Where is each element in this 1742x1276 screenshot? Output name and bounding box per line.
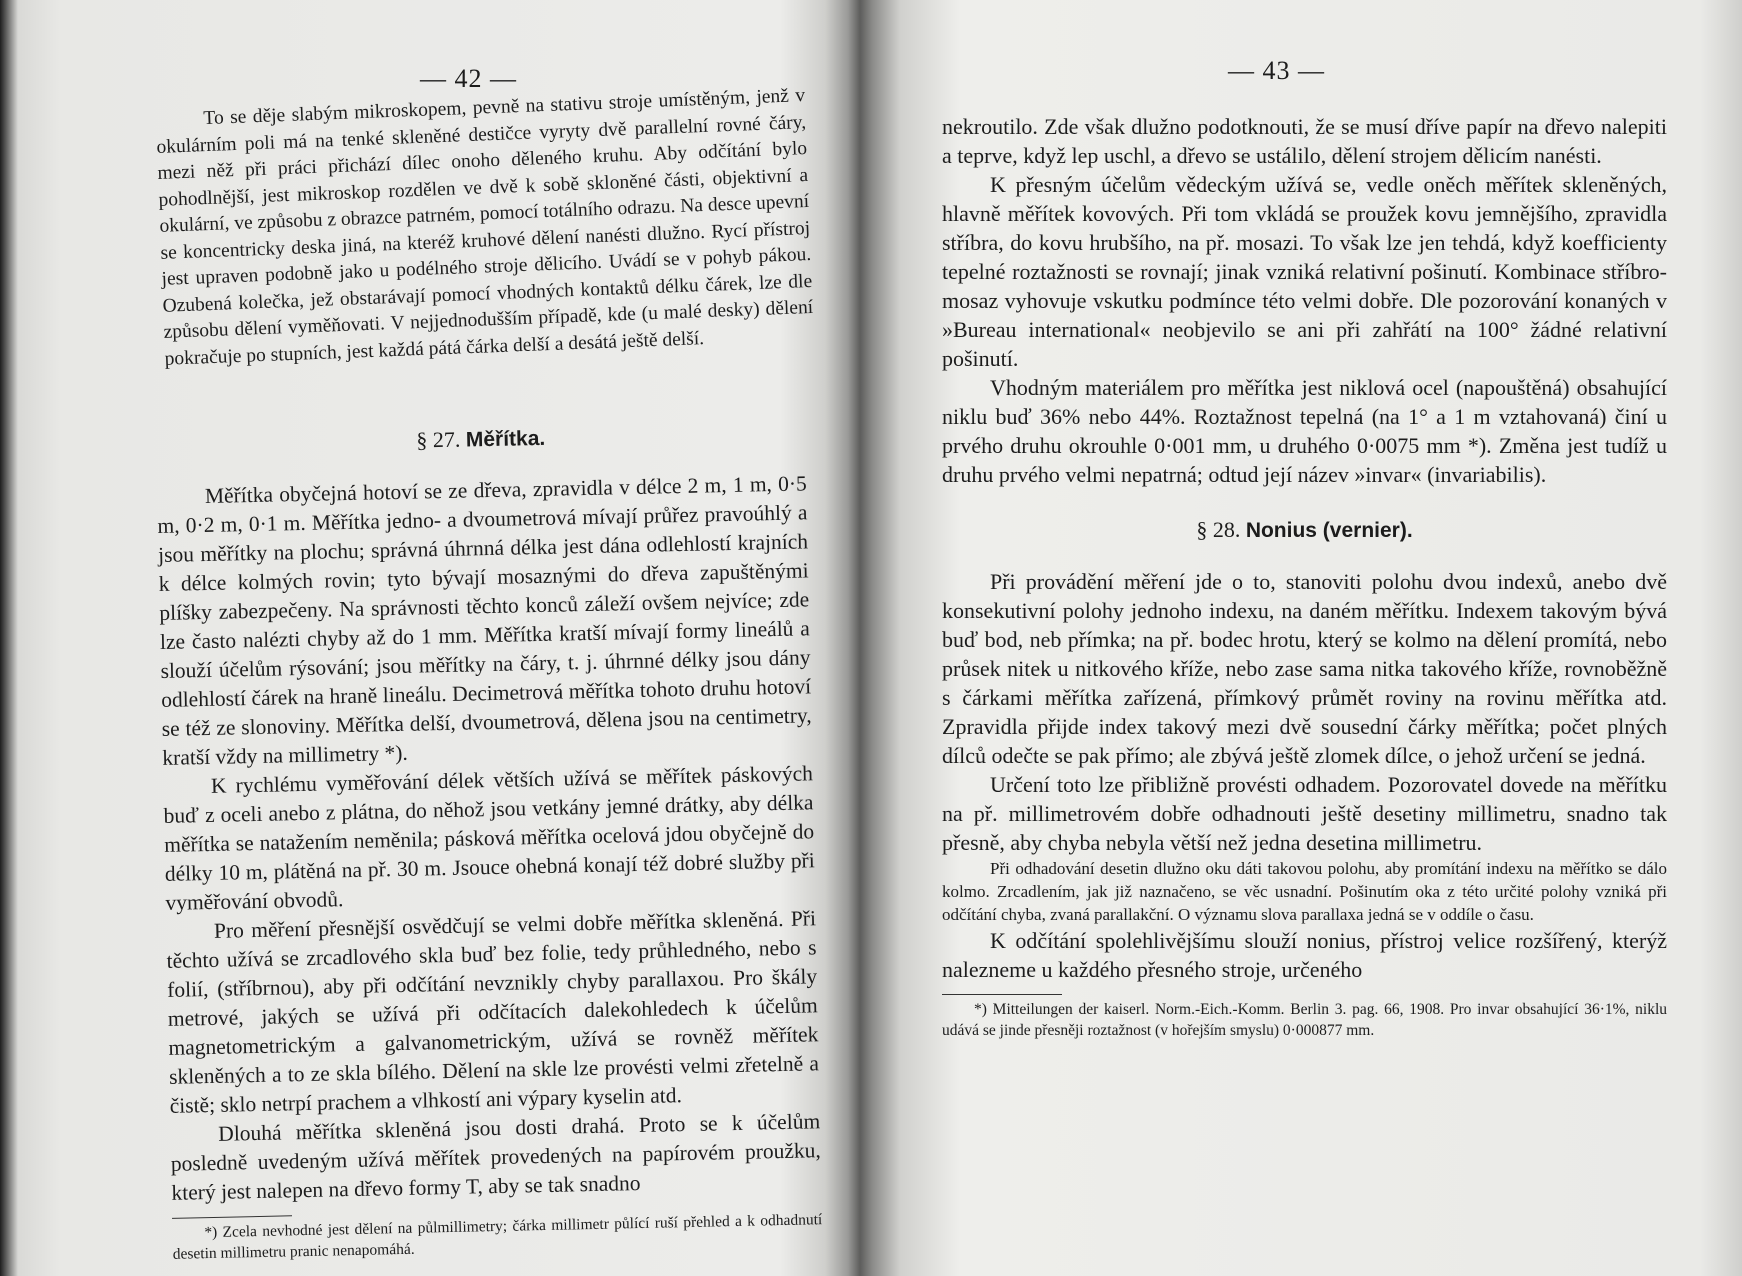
paragraph: Vhodným materiálem pro měřítka jest niklová ocel (napouštěná) obsahující niklu buď 36% nebo 44%. Roztažnost tepelná (na 1° a 1 m vztahovaná) činí u prvého druhu okrouhle 0·001 mm, u druhého 0·0075 mm *). Změna jest tudíž u druhu prvého velmi nepatrná; odtud její název »invar« (invariabilis).	[942, 375, 1667, 487]
paragraph: Při provádění měření jde o to, stanoviti polohu dvou indexů, anebo dvě konsekutivní polohy jednoho indexu, na daném měřítku. Indexem takovým bývá buď bod, neb přímka; na př. bodec hrotu, který se kolmo na dělení promítá, nebo průsek nitek u nitkového kříže, nebo zase sama nitka takového kříže, rovnoběžně s čárkami měřítka zařízená, přímkový průmět roviny na rovinu měřítka atd. Zpravidla přijde index takový mezi dvě sousední čárky měřítka; počet plných dílců odečte se pak přímo; ale zbývá ještě zlomek dílce, o jehož určení se jedná.	[942, 569, 1667, 768]
left-page	[0, 0, 850, 1276]
paragraph: K odčítání spolehlivějšímu slouží nonius, přístroj velice rozšířený, kterýž nalezneme u každého přesného stroje, určeného	[942, 928, 1667, 982]
section-number: § 27.	[416, 426, 461, 453]
paragraph: Pro měření přesnější osvědčují se velmi dobře měřítka skleněná. Při těchto užívá se zrcadlového skla buď bez folie, tedy průhledného, nebo s folií, (stříbrnou), aby při odčítání nevznikly chyby parallaxou. Pro škály metrové, jakých se užívá při odčítacích dalekohledech k účelům magnetometrickým a galvanometrickým, užívá se rovněž měřítek skleněných a to ze skla bílého. Dělení na skle lze provésti velmi zřetelně a čistě; sklo netrpí prachem a vlhkostí ani výpary kyselin atd.	[166, 906, 820, 1118]
section-number: § 28.	[1196, 517, 1241, 542]
paragraph-small: Při odhadování desetin dlužno oku dáti takovou polohu, aby promítání indexu na měřítko se dálo kolmo. Zrcadlením, jak již naznačeno, se věc usnadní. Pošinutím oka z této určité polohy vzniká při odčítání chyba, zvaná parallakční. O významu slova parallaxa jedná se v oddíle o času.	[942, 859, 1667, 924]
paragraph: To se děje slabým mikroskopem, pevně na stativu stroje umístěným, jenž v okulárním poli má na tenké skleněné destičce vyryty dvě parallelní rovné čáry, mezi něž při práci přichází dílec onoho děleného kruhu. Aby odčítání bylo pohodlnější, jest mikroskop rozdělen ve dvě k sobě skloněné části, objektivní a okulární, ve způsobu z obrazce patrném, pomocí totálního odrazu. Na desce upevní se koncentricky deska jiná, na kteréž kruhové dělení nanésti dlužno. Rycí přístroj jest upraven podobně jako u podélného stroje dělicího. Uvádí se v pohyb pákou. Ozubená kolečka, jež obstarávají pomocí vhodných kontaktů délku čárek, lze dle způsobu dělení vyměňovati. V nejjednodušším případě, kde (u malé desky) dělení pokračuje po stupních, jest každá pátá čárka delší a desátá ještě delší.	[156, 85, 814, 370]
footnote: *) Zcela nevhodné jest dělení na půlmillimetry; čárka millimetr půlící ruší přehled a k odhadnutí desetin millimetru pranic nenapomáhá.	[172, 1211, 823, 1263]
page-text-upper	[155, 83, 815, 373]
paragraph: Určení toto lze přibližně provésti odhadem. Pozorovatel dovede na měřítku na př. millimetrovém dobře odhadnouti ještě desetiny millimetru, snadno tak přesně, aby chyba nebyla větší než jedna desetina millimetru.	[942, 772, 1667, 855]
paragraph: nekroutilo. Zde však dlužno podotknouti, že se musí dříve papír na dřevo nalepiti a teprve, když lep uschl, a dřevo se ustálilo, dělení strojem dělicím nanésti.	[942, 114, 1667, 168]
page-number: — 43 —	[1228, 56, 1325, 85]
paragraph: K rychlému vyměřování délek větších užívá se měřítek páskových buď z oceli anebo z plátna, do něhož jsou vetkány jemné drátky, aby délka měřítka se natažením neměnila; pásková měřítka ocelová jdou obyčejně do délky 10 m, plátěná na př. 30 m. Jsouce ohebná konají též dobré služby při vyměřování obvodů.	[163, 761, 815, 915]
paragraph: K přesným účelům vědeckým užívá se, vedle oněch měřítek skleněných, hlavně měřítek kovových. Při tom vkládá se proužek kovu jemnějšího, zpravidla stříbra, do kovu hrubšího, na př. mosazi. To však lze jen tehdá, když koefficienty tepelné roztažnosti se rovnají; jinak vzniká relativní pošinutí. Kombinace stříbro-mosaz vyhovuje vskutku podmínce této velmi dobře. Dle pozorování konaných v »Bureau international« neobjevilo se ani při zahřátí na 100° žádné relativní pošinutí.	[942, 172, 1667, 371]
page-text-lower	[155, 391, 823, 1264]
footnote: *) Mitteilungen der kaiserl. Norm.-Eich.-Komm. Berlin 3. pag. 66, 1908. Pro invar obsahující 36·1%, niklu udává se jinde přesněji roztažnost (v hořejším smyslu) 0·000877 mm.	[942, 1001, 1667, 1039]
section-title: Nonius (vernier).	[1245, 519, 1413, 542]
footnote-rule	[942, 994, 1062, 995]
paragraph: Dlouhá měřítka skleněná jsou dosti drahá. Proto se k účelům posledně uvedeným užívá měřítek provedených na papírovém proužku, který jest nalepen na dřevo formy T, aby se tak snadno	[170, 1109, 822, 1205]
page-number: — 42 —	[420, 64, 517, 93]
page-text	[942, 112, 1667, 1041]
section-heading	[156, 417, 806, 461]
section-title: Měřítka.	[465, 426, 546, 452]
section-heading	[942, 515, 1667, 545]
right-page	[870, 0, 1742, 1276]
footnote-rule	[172, 1215, 292, 1219]
paragraph: Měřítka obyčejná hotoví se ze dřeva, zpravidla v délce 2 m, 1 m, 0·5 m, 0·2 m, 0·1 m. Měřítka jedno- a dvoumetrová mívají průřez pravoúhlý a jsou měřítky na plochu; správná úhrnná délka jest dána odlehlostí krajních k délce kolmých rovin; tyto bývají mosaznými do dřeva zapuštěnými plíšky zabezpečeny. Na správnosti těchto konců záleží ovšem nejvíce; zde lze často nalézti chyby až do 1 mm. Měřítka kratší mívají formy lineálů a slouží účelům rýsování; jsou měřítky na čáry, t. j. úhrnné délky jsou dány odlehlostí čárek na hraně lineálu. Decimetrová měřítka tohoto druhu hotoví se též ze slonoviny. Měřítka delší, dvoumetrová, dělena jsou na centimetry, kratší vždy na millimetry *).	[157, 471, 812, 770]
